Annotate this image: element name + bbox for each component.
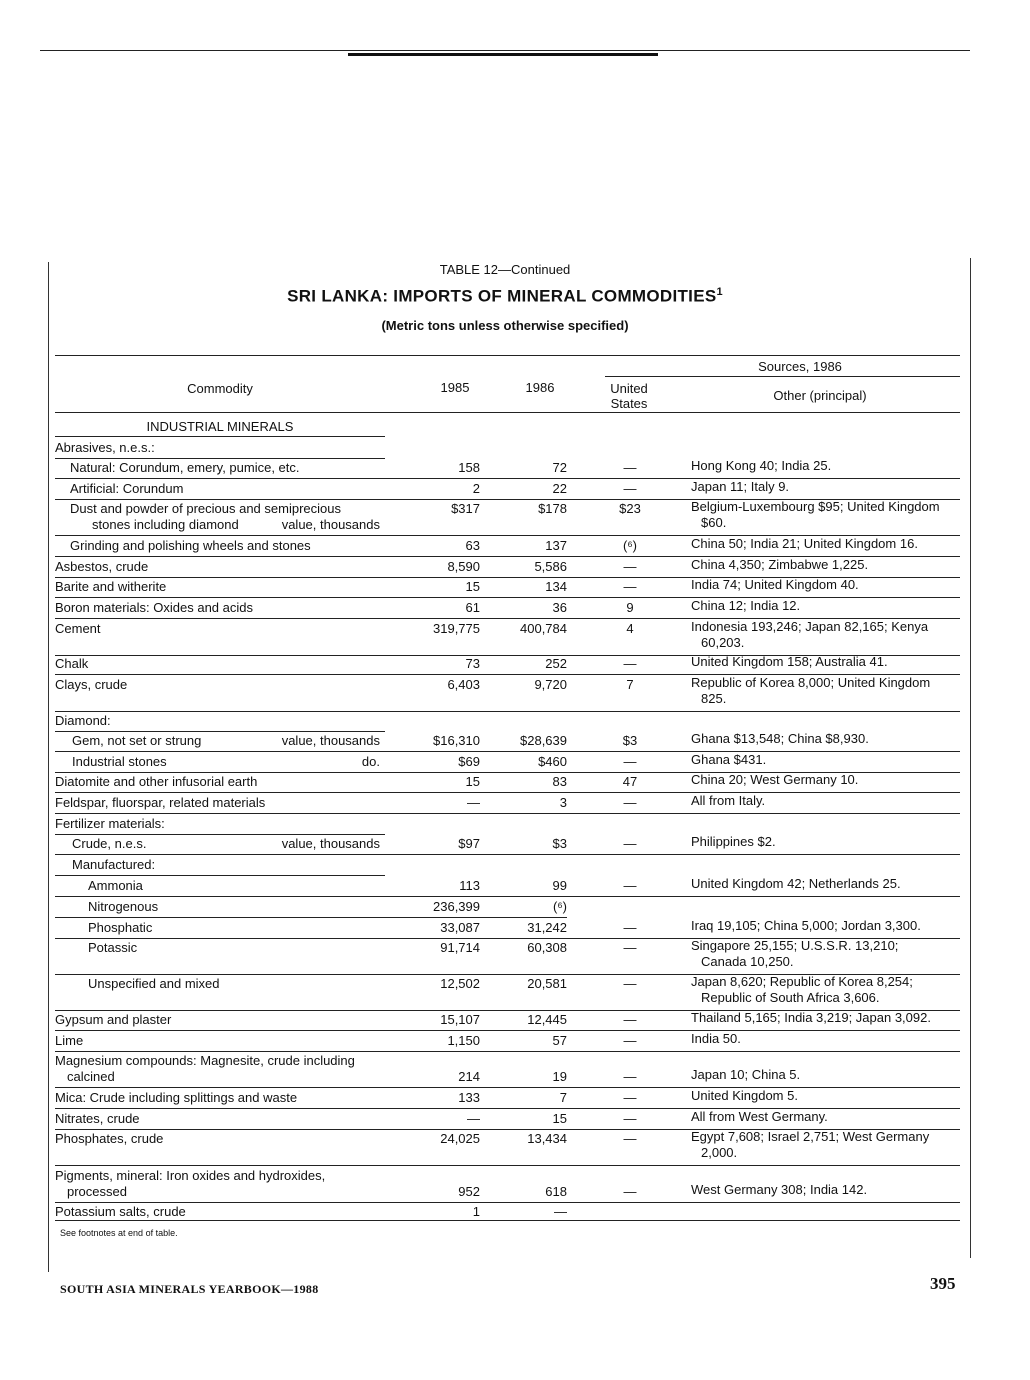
row-value-1985: 319,775: [433, 621, 480, 636]
commodity-name: Chalk: [55, 656, 89, 671]
row-other-sources: [691, 752, 963, 768]
row-commodity: [55, 713, 385, 729]
row-value-united-states: —: [623, 1131, 637, 1146]
commodity-name-cont: processed: [67, 1184, 127, 1199]
row-other-sources: [691, 1031, 963, 1047]
row-value-1986: 19: [552, 1069, 567, 1084]
header-united-states: United States: [610, 381, 648, 411]
commodity-name: Boron materials: Oxides and acids: [55, 600, 253, 615]
row-other-sources: [691, 1129, 963, 1161]
row-value-united-states: —: [623, 920, 637, 935]
other-sources-text-cont: 60,203.: [701, 635, 745, 650]
other-sources-text: Ghana $431.: [691, 752, 767, 767]
row-unit-qualifier: value, thousands: [281, 733, 380, 748]
row-value-united-states: —: [623, 878, 637, 893]
header-top-rule: [55, 355, 960, 356]
row-value-united-states: —: [623, 1111, 637, 1126]
row-other-sources: [691, 619, 963, 651]
row-commodity: [55, 579, 385, 595]
row-commodity: [55, 1168, 385, 1200]
row-value-united-states: 7: [626, 677, 634, 692]
section-rule: [55, 436, 385, 437]
row-value-united-states: (⁶): [622, 538, 637, 553]
commodity-name: Barite and witherite: [55, 579, 167, 594]
other-sources-text: Philippines $2.: [691, 834, 776, 849]
row-commodity: [55, 559, 385, 575]
row-other-sources: [691, 974, 963, 1006]
other-sources-text-cont: 825.: [701, 691, 727, 706]
commodity-name-cont: stones including diamond: [92, 517, 239, 532]
header-sources-rule: [605, 376, 960, 377]
row-value-1986: (⁶): [552, 899, 567, 914]
row-commodity: [55, 920, 418, 936]
row-value-1985: —: [467, 795, 480, 810]
row-value-united-states: $3: [622, 733, 638, 748]
commodity-name: Diatomite and other infusorial earth: [55, 774, 258, 789]
row-rule: [55, 1165, 960, 1166]
row-value-united-states: —: [623, 481, 637, 496]
other-sources-text: Japan 10; China 5.: [691, 1067, 801, 1082]
title-footnote-mark: 1: [716, 286, 723, 298]
commodity-name: Fertilizer materials:: [55, 816, 165, 831]
commodity-name: Magnesium compounds: Magnesite, crude including: [55, 1053, 355, 1068]
row-commodity: [55, 656, 385, 672]
row-commodity: [55, 878, 418, 894]
row-value-united-states: 4: [626, 621, 634, 636]
row-rule: [55, 731, 385, 732]
row-value-1986: 99: [552, 878, 567, 893]
row-value-1986: 72: [552, 460, 567, 475]
commodity-name: Diamond:: [55, 713, 111, 728]
row-value-united-states: $23: [619, 501, 641, 516]
commodity-name: Lime: [55, 1033, 84, 1048]
other-sources-text: Republic of Korea 8,000; United Kingdom: [691, 675, 931, 690]
row-value-1985: 113: [459, 878, 480, 893]
row-value-1986: $178: [538, 501, 567, 516]
row-value-1985: 952: [458, 1184, 480, 1199]
row-other-sources: [691, 1067, 963, 1083]
row-value-united-states: —: [623, 795, 637, 810]
row-value-united-states: —: [623, 976, 637, 991]
row-value-1985: 6,403: [447, 677, 480, 692]
row-commodity: [55, 1131, 385, 1147]
row-value-1986: 60,308: [527, 940, 567, 955]
table-subtitle: (Metric tons unless otherwise specified): [381, 318, 629, 333]
commodity-name: Abrasives, n.e.s.:: [55, 440, 155, 455]
row-unit-qualifier: do.: [361, 754, 380, 769]
row-value-1985: 61: [465, 600, 480, 615]
row-commodity: [55, 1012, 385, 1028]
row-value-1986: 13,434: [527, 1131, 567, 1146]
commodity-name: Pigments, mineral: Iron oxides and hydroxides,: [55, 1168, 326, 1183]
other-sources-text: China 12; India 12.: [691, 598, 801, 613]
row-value-united-states: —: [623, 836, 637, 851]
row-value-1985: 15: [465, 579, 480, 594]
other-sources-text: United Kingdom 158; Australia 41.: [691, 654, 888, 669]
row-value-1986: $460: [538, 754, 567, 769]
row-commodity: [55, 774, 385, 790]
row-value-1986: 137: [545, 538, 567, 553]
commodity-name: Nitrogenous: [88, 899, 159, 914]
commodity-name: Industrial stones: [72, 754, 167, 769]
row-rule: [55, 711, 960, 712]
row-other-sources: [691, 1088, 963, 1104]
row-value-1986: 57: [552, 1033, 567, 1048]
row-other-sources: [691, 1010, 963, 1026]
commodity-name: Natural: Corundum, emery, pumice, etc.: [70, 460, 300, 475]
row-other-sources: [691, 654, 963, 670]
row-value-1986: 83: [552, 774, 567, 789]
row-value-1985: 8,590: [447, 559, 480, 574]
row-rule: [55, 896, 960, 897]
commodity-name: Asbestos, crude: [55, 559, 149, 574]
row-commodity: [55, 795, 385, 811]
other-sources-text: India 74; United Kingdom 40.: [691, 577, 859, 592]
commodity-name: Clays, crude: [55, 677, 128, 692]
other-sources-text: Hong Kong 40; India 25.: [691, 458, 832, 473]
commodity-name-cont: calcined: [67, 1069, 115, 1084]
row-other-sources: [691, 499, 963, 531]
row-value-united-states: —: [623, 1033, 637, 1048]
row-rule: [55, 854, 960, 855]
row-other-sources: [691, 938, 963, 970]
commodity-name: Cement: [55, 621, 101, 636]
row-value-1985: —: [467, 1111, 480, 1126]
row-other-sources: [691, 1182, 963, 1198]
section-industrial-minerals: INDUSTRIAL MINERALS: [146, 419, 294, 434]
row-value-united-states: —: [623, 579, 637, 594]
row-commodity: [55, 1090, 385, 1106]
other-sources-text: All from West Germany.: [691, 1109, 828, 1124]
commodity-name: Manufactured:: [72, 857, 156, 872]
commodity-name: Crude, n.e.s.: [72, 836, 147, 851]
page-number: 395: [930, 1274, 956, 1293]
row-rule: [55, 1202, 960, 1203]
other-sources-text: India 50.: [691, 1031, 741, 1046]
other-sources-text-cont: 2,000.: [701, 1145, 738, 1160]
other-sources-text: United Kingdom 42; Netherlands 25.: [691, 876, 901, 891]
row-rule: [55, 458, 385, 459]
row-value-united-states: —: [623, 1184, 637, 1199]
row-value-1986: 7: [559, 1090, 567, 1105]
row-commodity: [55, 600, 385, 616]
row-rule: [55, 813, 960, 814]
row-other-sources: [691, 834, 963, 850]
row-other-sources: [691, 577, 963, 593]
row-value-1985: 133: [458, 1090, 480, 1105]
row-value-united-states: 47: [622, 774, 638, 789]
header-1986: 1986: [525, 380, 555, 395]
row-commodity: [55, 460, 400, 476]
row-value-1986: 15: [552, 1111, 567, 1126]
row-value-1986: 9,720: [534, 677, 567, 692]
row-commodity: [55, 621, 385, 637]
table-label: TABLE 12—Continued: [439, 262, 571, 277]
row-commodity: [55, 481, 400, 497]
row-value-1986: 400,784: [520, 621, 567, 636]
row-value-1986: 31,242: [527, 920, 567, 935]
row-value-1985: 214: [458, 1069, 480, 1084]
table-bottom-rule: [55, 1220, 960, 1221]
other-sources-text: United Kingdom 5.: [691, 1088, 798, 1103]
row-commodity: [55, 1204, 385, 1220]
commodity-name: Phosphates, crude: [55, 1131, 164, 1146]
row-value-1985: 15: [465, 774, 480, 789]
row-commodity: [55, 899, 418, 915]
row-commodity: [55, 1053, 385, 1085]
footnote: See footnotes at end of table.: [60, 1228, 178, 1238]
row-rule: [55, 1051, 960, 1052]
row-value-1985: 33,087: [440, 920, 480, 935]
row-value-united-states: —: [623, 1012, 637, 1027]
row-value-1985: 2: [472, 481, 480, 496]
row-value-1985: $97: [458, 836, 480, 851]
row-commodity: [55, 1033, 385, 1049]
commodity-name: Potassic: [88, 940, 138, 955]
header-commodity: Commodity: [187, 381, 253, 396]
header-1985: 1985: [440, 380, 470, 395]
row-other-sources: [691, 536, 963, 552]
row-value-1986: $28,639: [520, 733, 567, 748]
commodity-name: Potassium salts, crude: [55, 1204, 186, 1219]
row-rule: [55, 875, 385, 876]
other-sources-text: Thailand 5,165; India 3,219; Japan 3,092.: [691, 1010, 931, 1025]
right-margin-line: [970, 258, 971, 1258]
row-value-1985: $16,310: [433, 733, 480, 748]
row-other-sources: [691, 557, 963, 573]
row-value-1985: 1: [472, 1204, 480, 1219]
row-value-1986: 252: [545, 656, 567, 671]
left-margin-line: [48, 262, 49, 1272]
row-value-1986: 22: [552, 481, 567, 496]
row-other-sources: [691, 675, 963, 707]
top-rule-thick: [348, 53, 658, 56]
footer-title: SOUTH ASIA MINERALS YEARBOOK—1988: [60, 1282, 319, 1296]
row-unit-qualifier: value, thousands: [281, 836, 380, 851]
row-rule: [55, 834, 385, 835]
row-value-united-states: —: [623, 460, 637, 475]
row-value-united-states: —: [623, 1090, 637, 1105]
row-value-1986: 20,581: [527, 976, 567, 991]
row-value-1986: 618: [545, 1184, 567, 1199]
row-unit-qualifier: value, thousands: [281, 517, 380, 532]
row-value-united-states: —: [623, 754, 637, 769]
row-value-1985: 12,502: [440, 976, 480, 991]
row-value-1985: $69: [458, 754, 480, 769]
header-other-principal: Other (principal): [773, 388, 867, 403]
row-other-sources: [691, 458, 963, 474]
commodity-name: Gem, not set or strung: [72, 733, 202, 748]
other-sources-text: China 20; West Germany 10.: [691, 772, 859, 787]
row-value-1985: 91,714: [440, 940, 480, 955]
commodity-name: Phosphatic: [88, 920, 153, 935]
row-value-1986: $3: [552, 836, 567, 851]
row-value-1986: —: [554, 1204, 567, 1219]
other-sources-text: West Germany 308; India 142.: [691, 1182, 868, 1197]
other-sources-text: China 50; India 21; United Kingdom 16.: [691, 536, 918, 551]
other-sources-text: Japan 11; Italy 9.: [691, 479, 790, 494]
row-other-sources: [691, 876, 963, 892]
row-value-1986: 36: [552, 600, 567, 615]
other-sources-text-cont: $60.: [701, 515, 727, 530]
row-value-1985: 1,150: [447, 1033, 480, 1048]
other-sources-text: Belgium-Luxembourg $95; United Kingdom: [691, 499, 940, 514]
row-other-sources: [691, 731, 963, 747]
commodity-name: Mica: Crude including splittings and waste: [55, 1090, 298, 1105]
other-sources-text: Indonesia 193,246; Japan 82,165; Kenya: [691, 619, 929, 634]
row-other-sources: [691, 598, 963, 614]
row-value-united-states: —: [623, 656, 637, 671]
row-value-1985: 73: [465, 656, 480, 671]
other-sources-text: All from Italy.: [691, 793, 766, 808]
row-value-1986: 12,445: [527, 1012, 567, 1027]
row-other-sources: [691, 479, 963, 495]
other-sources-text: Egypt 7,608; Israel 2,751; West Germany: [691, 1129, 930, 1144]
row-commodity: [55, 976, 418, 992]
other-sources-text: Ghana $13,548; China $8,930.: [691, 731, 869, 746]
row-value-1985: 158: [458, 460, 480, 475]
row-commodity: [55, 538, 400, 554]
row-value-1985: 236,399: [433, 899, 480, 914]
row-other-sources: [691, 918, 963, 934]
other-sources-text: Iraq 19,105; China 5,000; Jordan 3,300.: [691, 918, 921, 933]
row-value-1985: 15,107: [440, 1012, 480, 1027]
other-sources-text: China 4,350; Zimbabwe 1,225.: [691, 557, 869, 572]
row-value-united-states: —: [623, 1069, 637, 1084]
commodity-name: Feldspar, fluorspar, related materials: [55, 795, 266, 810]
other-sources-text: Singapore 25,155; U.S.S.R. 13,210;: [691, 938, 899, 953]
row-value-united-states: —: [623, 559, 637, 574]
row-commodity: [55, 677, 385, 693]
row-value-1985: $317: [451, 501, 480, 516]
other-sources-text-cont: Republic of South Africa 3,606.: [701, 990, 880, 1005]
row-value-1986: 5,586: [534, 559, 567, 574]
row-value-1986: 3: [559, 795, 567, 810]
row-rule: [55, 917, 567, 918]
row-value-1985: 63: [465, 538, 480, 553]
row-commodity: [55, 857, 402, 873]
other-sources-text-cont: Canada 10,250.: [701, 954, 794, 969]
header-sources: Sources, 1986: [758, 359, 842, 374]
commodity-name: Unspecified and mixed: [88, 976, 220, 991]
top-rule: [40, 50, 970, 51]
header-bottom-rule: [55, 412, 960, 413]
commodity-name: Dust and powder of precious and semiprecious: [70, 501, 341, 516]
row-commodity: [55, 940, 418, 956]
row-value-united-states: 9: [626, 600, 634, 615]
row-other-sources: [691, 1109, 963, 1125]
row-commodity: [55, 440, 385, 456]
commodity-name: Gypsum and plaster: [55, 1012, 172, 1027]
commodity-name: Grinding and polishing wheels and stones: [70, 538, 311, 553]
row-value-1986: 134: [545, 579, 567, 594]
row-value-united-states: —: [623, 940, 637, 955]
commodity-name: Ammonia: [88, 878, 143, 893]
commodity-name: Nitrates, crude: [55, 1111, 140, 1126]
row-commodity: [55, 1111, 385, 1127]
row-commodity: [55, 816, 385, 832]
row-other-sources: [691, 793, 963, 809]
row-value-1985: 24,025: [440, 1131, 480, 1146]
table-title: SRI LANKA: IMPORTS OF MINERAL COMMODITIES$^1$: [287, 286, 723, 306]
commodity-name: Artificial: Corundum: [70, 481, 184, 496]
other-sources-text: Japan 8,620; Republic of Korea 8,254;: [691, 974, 913, 989]
row-other-sources: [691, 772, 963, 788]
